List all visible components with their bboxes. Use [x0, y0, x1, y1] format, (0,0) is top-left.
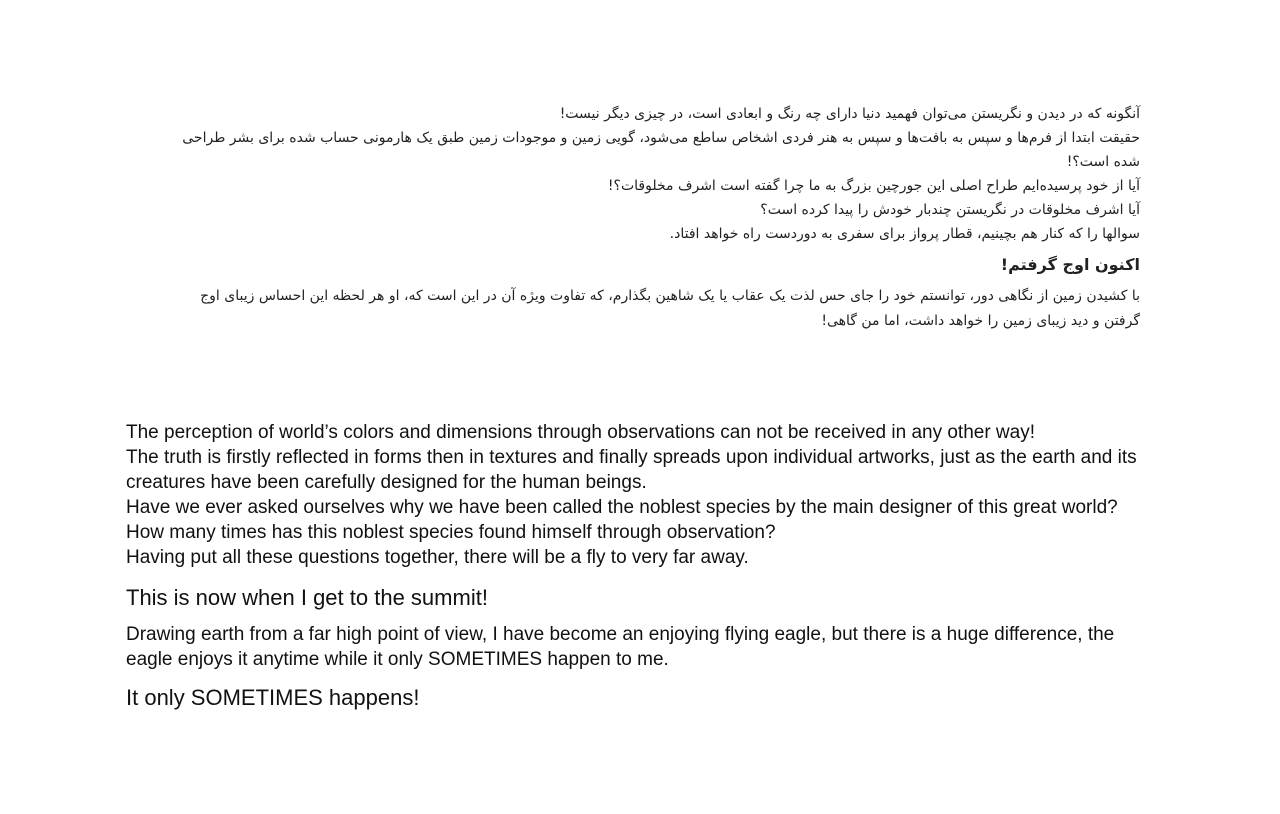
english-paragraph: Drawing earth from a far high point of view, I have become an enjoying flying eagle, but there is a huge difference, the eagle enjoys it anytime while it only SOMETIMES happen to me.: [126, 624, 1115, 670]
persian-heading: اکنون اوج گرفتم!: [1000, 255, 1140, 274]
english-heading: This is now when I get to the summit!: [126, 585, 488, 610]
persian-paragraph: با کشیدن زمین از نگاهی دور، توانستم خود را جای حس لذت یک عقاب یا یک شاهین بگذارم، که تفاوت ویژه آن در این است که، او هر لحظه این احساس زیبای اوج گرفتن و دید زیبای زمین را خواهد داشت، اما من گاهی!: [200, 288, 1140, 329]
english-line-1: The perception of world’s colors and dimensions through observations can not be received in any other way!: [126, 422, 1036, 443]
persian-line-4: آیا اشرف مخلوقات در نگریستن چندبار خودش را پیدا کرده است؟: [760, 202, 1140, 218]
english-line-2: The truth is firstly reflected in forms then in textures and finally spreads upon individual artworks, just as the earth and its creatures have been carefully designed for the human beings.: [126, 447, 1137, 493]
persian-line-5: سوالها را که کنار هم بچینیم، قطار پرواز برای سفری به دوردست راه خواهد افتاد.: [669, 226, 1140, 242]
english-line-4: How many times has this noblest species found himself through observation?: [126, 522, 776, 543]
english-text-block: [126, 420, 1156, 712]
persian-line-3: آیا از خود پرسیده‌ایم طراح اصلی این جورچین بزرگ به ما چرا گفته است اشرف مخلوقات؟!: [607, 178, 1140, 194]
english-line-3: Have we ever asked ourselves why we have been called the noblest species by the main designer of this great world?: [126, 497, 1118, 518]
english-closing-line: It only SOMETIMES happens!: [126, 685, 420, 710]
english-line-5: Having put all these questions together, there will be a fly to very far away.: [126, 547, 749, 568]
persian-line-2: حقیقت ابتدا از فرم‌ها و سپس به بافت‌ها و سپس به هنر فردی اشخاص ساطع می‌شود، گویی زمین و موجودات زمین طبق یک هارمونی حساب شده برای بشر طراحی شده است؟!: [182, 130, 1140, 170]
persian-text-block: [182, 102, 1140, 334]
persian-line-1: آنگونه که در دیدن و نگریستن می‌توان فهمید دنیا دارای چه رنگ و ابعادی است، در چیزی دیگر نیست!: [559, 106, 1140, 122]
